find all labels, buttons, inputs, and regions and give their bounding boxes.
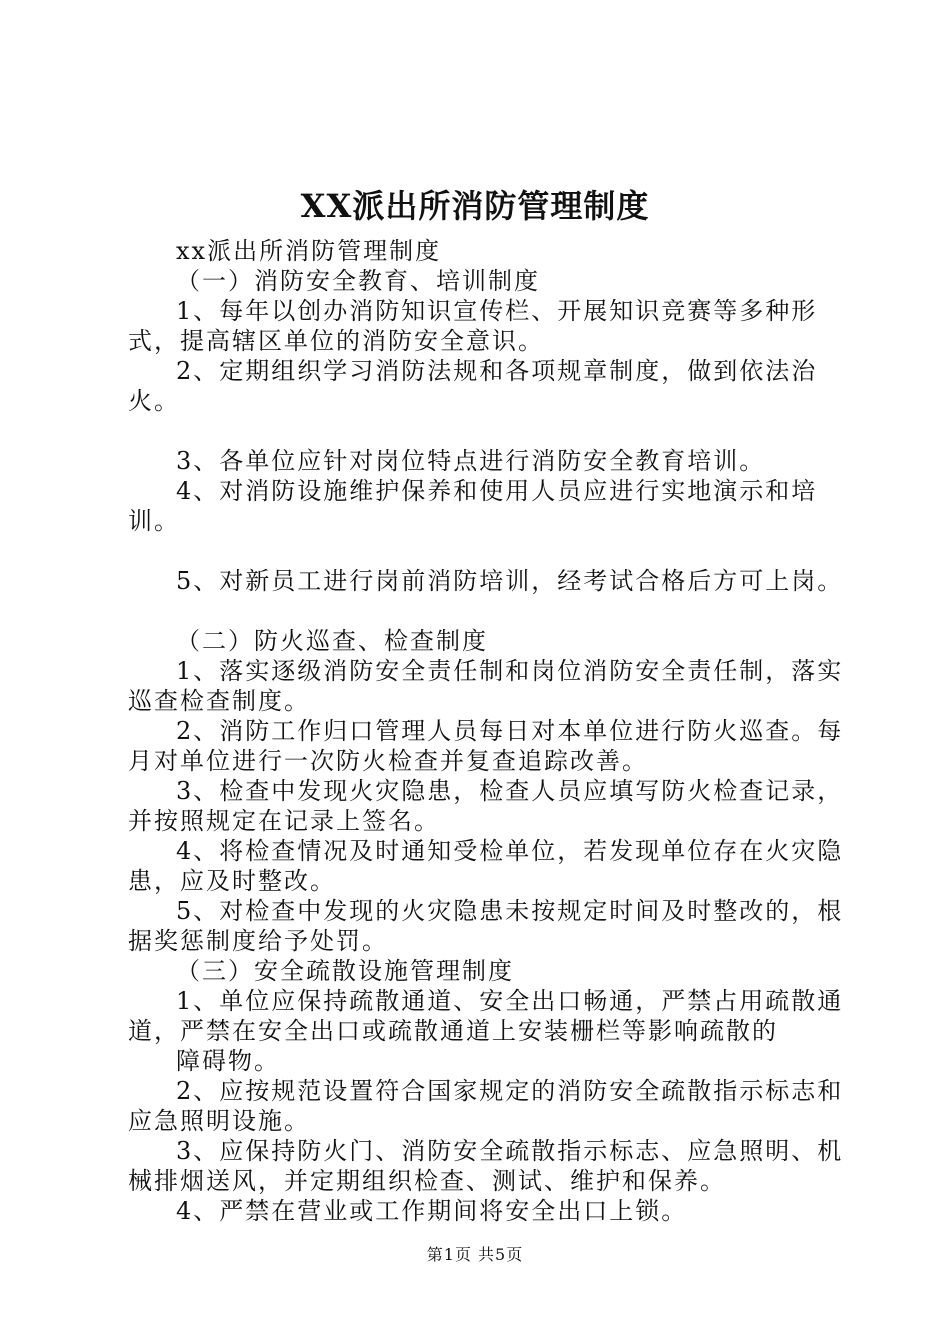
paragraph: 1、单位应保持疏散通道、安全出口畅通，严禁占用疏散通道，严禁在安全出口或疏散通道上安装栅栏等影响疏散的: [128, 987, 844, 1045]
paragraph: 1、落实逐级消防安全责任制和岗位消防安全责任制，落实巡查检查制度。: [128, 657, 844, 715]
section-heading-2: （二）防火巡查、检查制度: [176, 627, 488, 655]
paragraph: 4、严禁在营业或工作期间将安全出口上锁。: [176, 1197, 688, 1225]
paragraph: 3、各单位应针对岗位特点进行消防安全教育培训。: [176, 447, 766, 475]
paragraph: 3、应保持防火门、消防安全疏散指示标志、应急照明、机械排烟送风，并定期组织检查、测试、维护和保养。: [128, 1137, 844, 1195]
paragraph-continuation: 障碍物。: [176, 1047, 280, 1075]
paragraph: 4、将检查情况及时通知受检单位，若发现单位存在火灾隐患，应及时整改。: [128, 837, 844, 895]
section-heading-3: （三）安全疏散设施管理制度: [176, 957, 514, 985]
paragraph: 2、消防工作归口管理人员每日对本单位进行防火巡查。每月对单位进行一次防火检查并复查追踪改善。: [128, 717, 844, 775]
paragraph-subtitle: xx派出所消防管理制度: [176, 237, 442, 265]
paragraph: 1、每年以创办消防知识宣传栏、开展知识竞赛等多种形式，提高辖区单位的消防安全意识。: [128, 297, 818, 355]
paragraph: 5、对新员工进行岗前消防培训，经考试合格后方可上岗。: [176, 567, 844, 595]
paragraph: 2、定期组织学习消防法规和各项规章制度，做到依法治火。: [128, 357, 818, 415]
document-body: [128, 236, 848, 1226]
paragraph: 3、检查中发现火灾隐患，检查人员应填写防火检查记录，并按照规定在记录上签名。: [128, 777, 844, 835]
paragraph: 2、应按规范设置符合国家规定的消防安全疏散指示标志和应急照明设施。: [128, 1077, 844, 1135]
paragraph: 4、对消防设施维护保养和使用人员应进行实地演示和培训。: [128, 477, 818, 535]
document-title: XX派出所消防管理制度: [300, 187, 650, 225]
paragraph: 5、对检查中发现的火灾隐患未按规定时间及时整改的，根据奖惩制度给予处罚。: [128, 897, 844, 955]
section-heading-1: （一）消防安全教育、培训制度: [176, 267, 540, 295]
page-footer: 第1页 共5页: [426, 1245, 524, 1264]
